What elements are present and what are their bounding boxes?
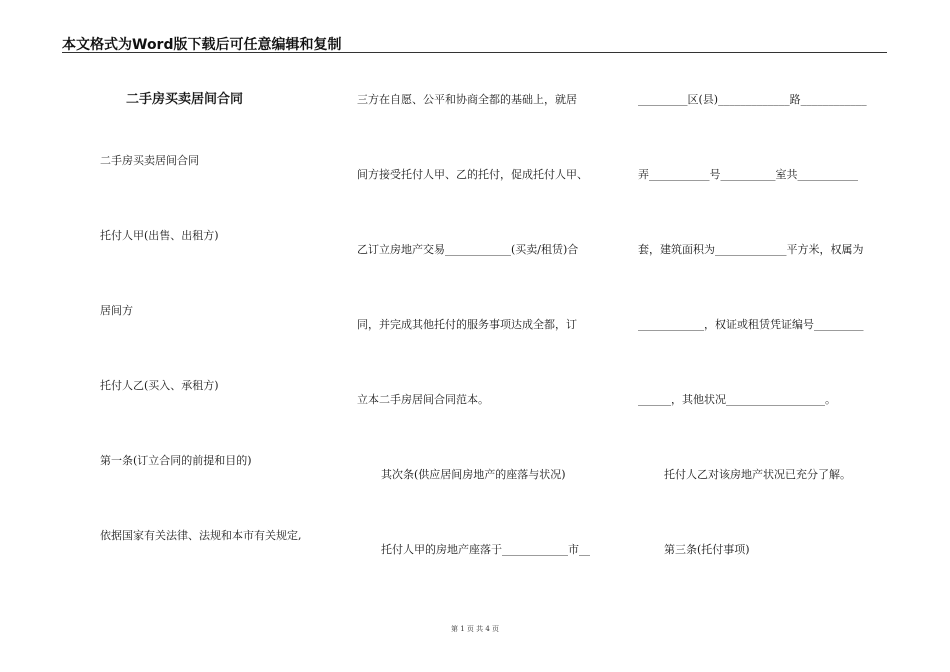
text-line: 弄___________号__________室共___________ xyxy=(638,168,858,181)
text-line: 居间方 xyxy=(100,304,133,317)
text-line: 同，并完成其他托付的服务事项达成全都，订 xyxy=(357,318,577,331)
clause-heading: 第三条(托付事项) xyxy=(664,543,750,556)
text-line: 依据国家有关法律、法规和本市有关规定, xyxy=(100,529,302,542)
text-line: 托付人甲(出售、出租方) xyxy=(100,229,219,242)
text-line: 二手房买卖居间合同 xyxy=(100,154,199,167)
header-rule xyxy=(62,52,887,53)
clause-heading: 其次条(供应居间房地产的座落与状况) xyxy=(381,468,566,481)
text-line: 三方在自愿、公平和协商全都的基础上，就居 xyxy=(357,93,577,106)
page-number: 第 1 页 共 4 页 xyxy=(450,625,500,633)
contract-title: 二手房买卖居间合同 xyxy=(126,92,244,107)
text-line: 套，建筑面积为_____________平方米，权属为 xyxy=(638,243,864,256)
text-line: ____________，权证或租赁凭证编号_________ xyxy=(638,318,864,331)
clause-heading: 第一条(订立合同的前提和目的) xyxy=(100,454,252,467)
text-line: 间方接受托付人甲、乙的托付，促成托付人甲、 xyxy=(357,168,588,181)
text-line: 托付人乙(买入、承租方) xyxy=(100,379,219,392)
text-line: 托付人甲的房地产座落于____________市__ xyxy=(381,543,590,556)
text-line: 立本二手房居间合同范本。 xyxy=(357,393,489,406)
document-header: 本文格式为Word版下载后可任意编辑和复制 xyxy=(62,37,342,53)
text-line: 乙订立房地产交易____________(买卖/租赁)合 xyxy=(357,243,579,256)
text-line: 托付人乙对该房地产状况已充分了解。 xyxy=(664,468,851,481)
text-line: ______，其他状况__________________。 xyxy=(638,393,836,406)
text-line: _________区(县)_____________路____________ xyxy=(638,93,867,106)
